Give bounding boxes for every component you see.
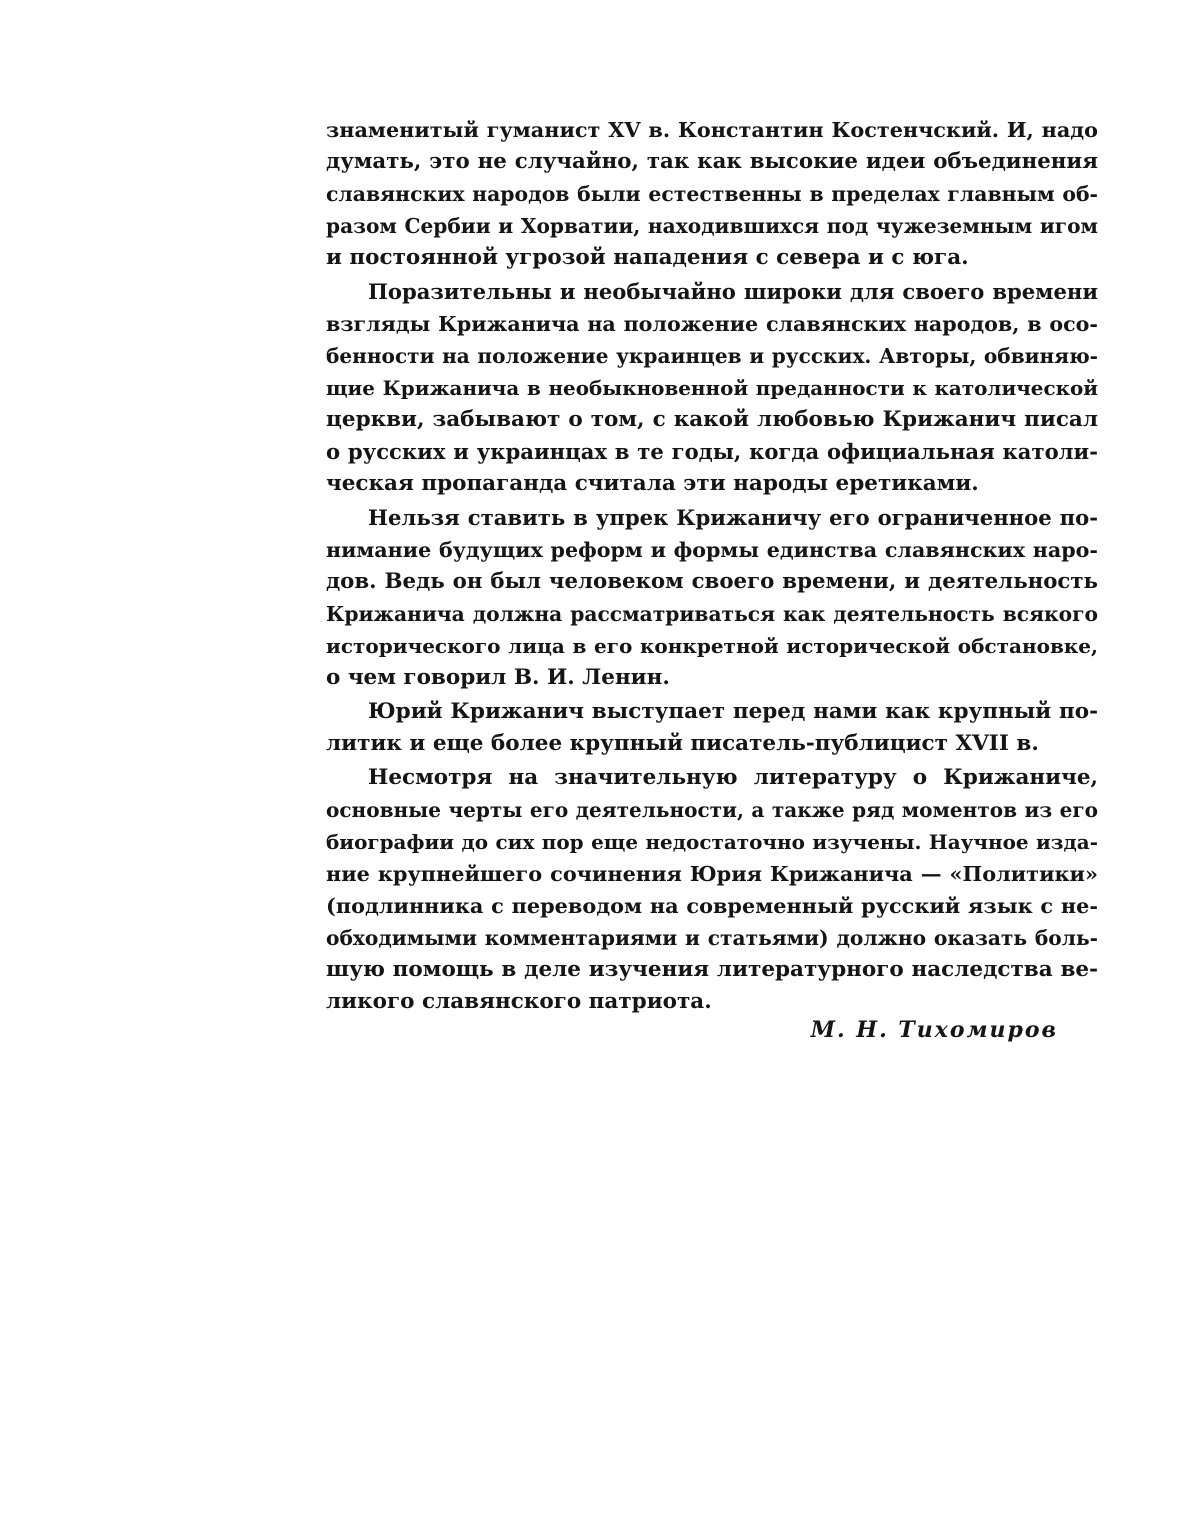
body-text <box>326 114 1098 1018</box>
text-line: церкви, забывают о том, с какой любовью Крижанич писал <box>326 407 1098 432</box>
paragraph <box>326 276 1098 500</box>
text-line: ликого славянского патриота. <box>326 989 712 1014</box>
text-line: Нельзя ставить в упрек Крижаничу его ограниченное по- <box>368 505 1098 530</box>
text-line: ческая пропаганда считала эти народы еретиками. <box>326 471 979 496</box>
text-line: ние крупнейшего сочинения Юрия Крижанича — «Политики» <box>326 861 1098 886</box>
text-line: взгляды Крижанича на положение славянских народов, в осо- <box>326 312 1098 336</box>
text-line: бенности на положение украинцев и русских. Авторы, обвиняю- <box>326 344 1098 368</box>
text-line: о русских и украинцах в те годы, когда официальная католи- <box>326 439 1098 464</box>
text-line: славянских народов были естественны в пределах главным об- <box>326 182 1098 206</box>
text-line: исторического лица в его конкретной исторической обстановке, <box>326 634 1098 658</box>
paragraph <box>326 696 1098 760</box>
author-signature: М. Н. Тихомиров <box>810 1017 1058 1043</box>
text-line: Поразительны и необычайно широки для своего времени <box>368 279 1098 304</box>
paragraph <box>326 502 1098 694</box>
text-line: шую помощь в деле изучения литературного наследства ве- <box>326 957 1098 982</box>
text-line: дов. Ведь он был человеком своего времени, и деятельность <box>326 569 1098 594</box>
text-line: литик и еще более крупный писатель-публицист XVII в. <box>326 731 1039 756</box>
text-line: разом Сербии и Хорватии, находившихся под чужеземным игом <box>326 214 1098 238</box>
text-line: (подлинника с переводом на современный русский язык с не- <box>326 893 1098 918</box>
paragraph <box>326 114 1098 274</box>
text-line: знаменитый гуманист XV в. Константин Костенчский. И, надо <box>326 117 1098 142</box>
text-line: Несмотря на значительную литературу о Крижаниче, <box>368 765 1098 790</box>
text-line: и постоянной угрозой нападения с севера и с юга. <box>326 245 969 270</box>
text-line: Юрий Крижанич выступает перед нами как крупный по- <box>368 699 1098 724</box>
paragraph <box>326 762 1098 1018</box>
text-line: обходимыми комментариями и статьями) должно оказать боль- <box>326 926 1098 950</box>
text-line: Крижанича должна рассматриваться как деятельность всякого <box>326 602 1098 626</box>
text-line: щие Крижанича в необыкновенной преданности к католической <box>326 376 1098 400</box>
text-line: основные черты его деятельности, а также ряд моментов из его <box>326 798 1098 822</box>
text-line: думать, это не случайно, так как высокие идеи объединения <box>326 149 1098 174</box>
text-line: о чем говорил В. И. Ленин. <box>326 665 670 690</box>
text-line: биографии до сих пор еще недостаточно изучены. Научное изда- <box>326 830 1098 854</box>
text-line: нимание будущих реформ и формы единства славянских наро- <box>326 538 1098 562</box>
